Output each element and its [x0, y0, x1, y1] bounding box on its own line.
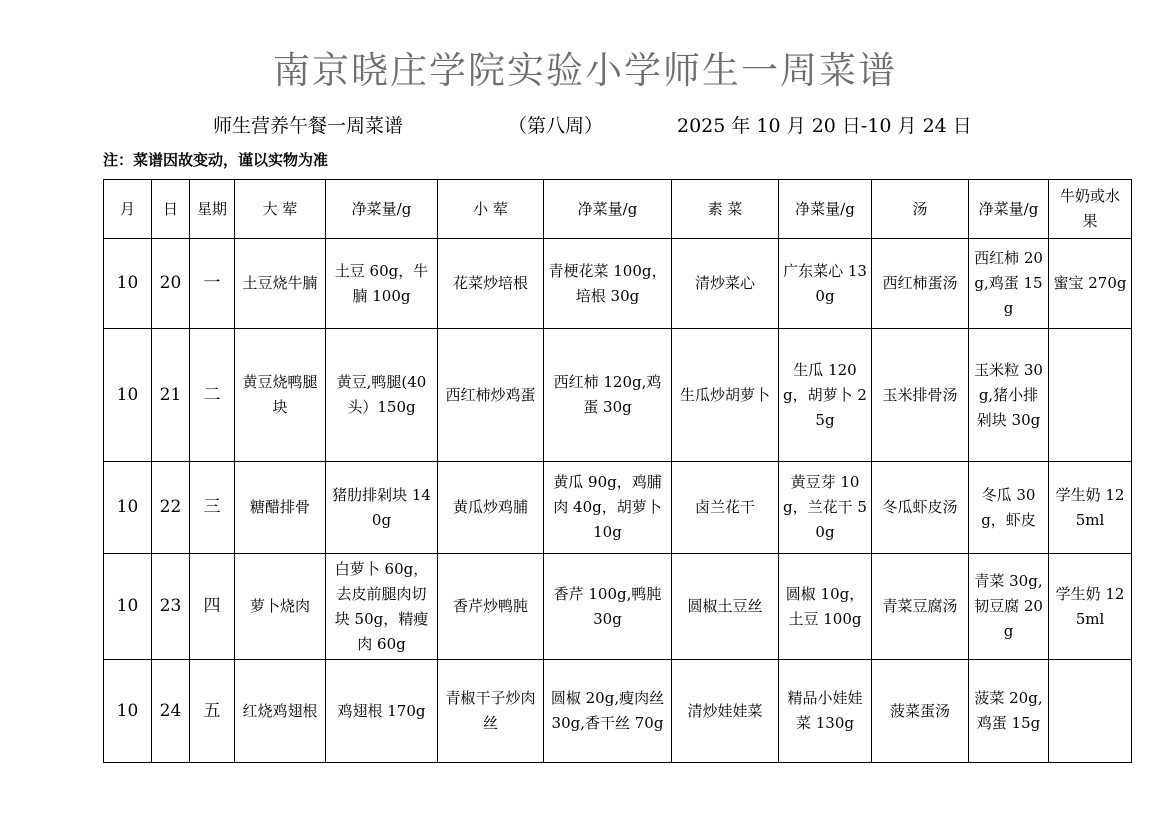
- cell-big-meat-qty: 白萝卜 60g，去皮前腿肉切块 50g，精瘦肉 60g: [326, 554, 438, 660]
- cell-veg-qty: 生瓜 120g，胡萝卜 25g: [779, 329, 872, 462]
- page-title: 南京晓庄学院实验小学师生一周菜谱: [273, 49, 897, 92]
- table-header-row: [104, 180, 1132, 239]
- cell-weekday: 二: [190, 329, 235, 462]
- cell-weekday: 五: [190, 660, 235, 763]
- header-big-meat-qty: 净菜量/g: [326, 180, 438, 239]
- header-soup-qty: 净菜量/g: [969, 180, 1049, 239]
- cell-big-meat-qty: 土豆 60g，牛腩 100g: [326, 239, 438, 329]
- cell-milk-fruit: [1049, 329, 1132, 462]
- table-row: [104, 329, 1132, 462]
- cell-soup: 西红柿蛋汤: [872, 239, 969, 329]
- cell-month: 10: [104, 239, 152, 329]
- table-row: [104, 660, 1132, 763]
- cell-big-meat-qty: 黄豆,鸭腿(40头）150g: [326, 329, 438, 462]
- table-row: [104, 554, 1132, 660]
- cell-day: 23: [152, 554, 190, 660]
- cell-veg-qty: 广东菜心 130g: [779, 239, 872, 329]
- cell-soup-qty: 玉米粒 30g,猪小排剁块 30g: [969, 329, 1049, 462]
- cell-veg: 生瓜炒胡萝卜: [672, 329, 779, 462]
- cell-soup-qty: 菠菜 20g,鸡蛋 15g: [969, 660, 1049, 763]
- cell-small-meat-qty: 青梗花菜 100g，培根 30g: [544, 239, 672, 329]
- cell-soup-qty: 西红柿 20g,鸡蛋 15g: [969, 239, 1049, 329]
- menu-table: [103, 179, 1132, 763]
- cell-soup-qty: 冬瓜 30g，虾皮: [969, 462, 1049, 554]
- cell-veg: 卤兰花干: [672, 462, 779, 554]
- cell-milk-fruit: [1049, 660, 1132, 763]
- week-label: （第八周）: [508, 115, 604, 137]
- cell-veg: 清炒菜心: [672, 239, 779, 329]
- cell-big-meat: 萝卜烧肉: [235, 554, 326, 660]
- cell-veg: 清炒娃娃菜: [672, 660, 779, 763]
- cell-big-meat: 糖醋排骨: [235, 462, 326, 554]
- cell-veg-qty: 圆椒 10g，土豆 100g: [779, 554, 872, 660]
- cell-small-meat-qty: 圆椒 20g,瘦肉丝 30g,香干丝 70g: [544, 660, 672, 763]
- cell-veg: 圆椒土豆丝: [672, 554, 779, 660]
- cell-veg-qty: 精品小娃娃菜 130g: [779, 660, 872, 763]
- cell-small-meat: 青椒干子炒肉丝: [438, 660, 544, 763]
- cell-veg-qty: 黄豆芽 10g，兰花干 50g: [779, 462, 872, 554]
- cell-small-meat: 黄瓜炒鸡脯: [438, 462, 544, 554]
- header-veg-qty: 净菜量/g: [779, 180, 872, 239]
- cell-month: 10: [104, 660, 152, 763]
- menu-note: 注：菜谱因故变动，谨以实物为准: [103, 151, 329, 169]
- cell-month: 10: [104, 329, 152, 462]
- cell-milk-fruit: 学生奶 125ml: [1049, 554, 1132, 660]
- header-small-meat-qty: 净菜量/g: [544, 180, 672, 239]
- cell-day: 24: [152, 660, 190, 763]
- header-month: 月: [104, 180, 152, 239]
- header-soup: 汤: [872, 180, 969, 239]
- cell-milk-fruit: 学生奶 125ml: [1049, 462, 1132, 554]
- date-range: 2025 年 10 月 20 日-10 月 24 日: [677, 115, 972, 137]
- cell-soup: 菠菜蛋汤: [872, 660, 969, 763]
- cell-month: 10: [104, 462, 152, 554]
- header-weekday: 星期: [190, 180, 235, 239]
- cell-weekday: 三: [190, 462, 235, 554]
- cell-small-meat: 香芹炒鸭肫: [438, 554, 544, 660]
- header-big-meat: 大 荤: [235, 180, 326, 239]
- cell-day: 21: [152, 329, 190, 462]
- table-row: [104, 462, 1132, 554]
- cell-month: 10: [104, 554, 152, 660]
- cell-small-meat-qty: 西红柿 120g,鸡蛋 30g: [544, 329, 672, 462]
- cell-weekday: 一: [190, 239, 235, 329]
- cell-big-meat: 土豆烧牛腩: [235, 239, 326, 329]
- table-row: [104, 239, 1132, 329]
- header-milk-fruit: 牛奶或水果: [1049, 180, 1132, 239]
- header-veg: 素 菜: [672, 180, 779, 239]
- cell-day: 20: [152, 239, 190, 329]
- menu-subtitle: 师生营养午餐一周菜谱: [213, 115, 404, 137]
- cell-soup: 玉米排骨汤: [872, 329, 969, 462]
- cell-weekday: 四: [190, 554, 235, 660]
- header-small-meat: 小 荤: [438, 180, 544, 239]
- cell-day: 22: [152, 462, 190, 554]
- cell-soup-qty: 青菜 30g,韧豆腐 20g: [969, 554, 1049, 660]
- cell-milk-fruit: 蜜宝 270g: [1049, 239, 1132, 329]
- cell-soup: 冬瓜虾皮汤: [872, 462, 969, 554]
- cell-soup: 青菜豆腐汤: [872, 554, 969, 660]
- cell-small-meat: 西红柿炒鸡蛋: [438, 329, 544, 462]
- cell-small-meat-qty: 香芹 100g,鸭肫 30g: [544, 554, 672, 660]
- cell-big-meat-qty: 鸡翅根 170g: [326, 660, 438, 763]
- header-day: 日: [152, 180, 190, 239]
- cell-small-meat: 花菜炒培根: [438, 239, 544, 329]
- cell-big-meat-qty: 猪肋排剁块 140g: [326, 462, 438, 554]
- cell-big-meat: 黄豆烧鸭腿块: [235, 329, 326, 462]
- cell-small-meat-qty: 黄瓜 90g，鸡脯肉 40g，胡萝卜 10g: [544, 462, 672, 554]
- cell-big-meat: 红烧鸡翅根: [235, 660, 326, 763]
